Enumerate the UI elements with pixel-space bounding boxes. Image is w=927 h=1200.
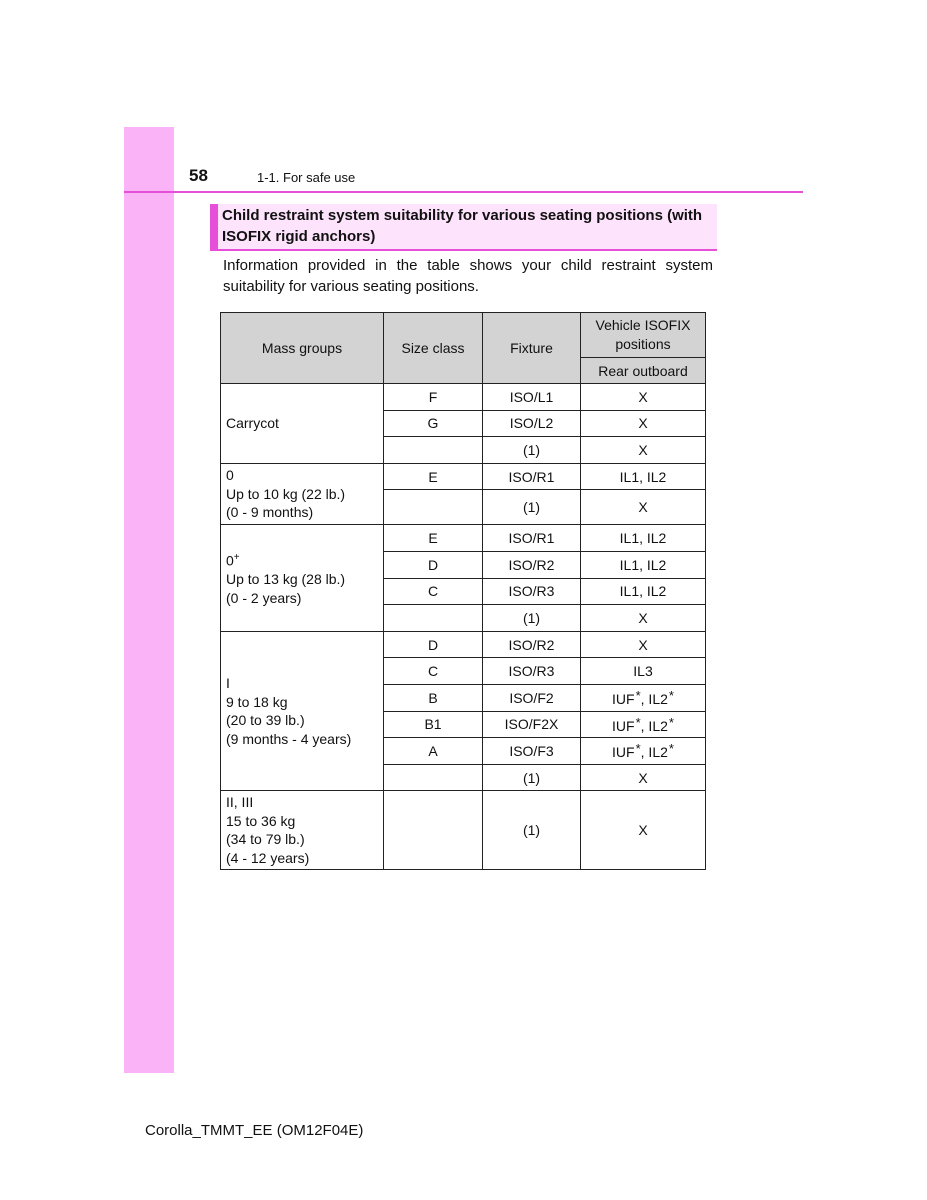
size-class-cell: F <box>384 384 483 411</box>
position-cell: X <box>581 605 706 632</box>
size-class-cell: D <box>384 631 483 658</box>
position-cell: IL1, IL2 <box>581 525 706 552</box>
size-class-cell <box>384 764 483 791</box>
fixture-cell: (1) <box>483 437 581 464</box>
mass-group-line: 9 to 18 kg <box>226 693 288 710</box>
mass-group-line: 15 to 36 kg <box>226 812 296 829</box>
side-color-band <box>124 127 174 1073</box>
header-fixture: Fixture <box>483 313 581 384</box>
position-cell: IL3 <box>581 658 706 685</box>
page-number: 58 <box>189 166 208 185</box>
header-size-class: Size class <box>384 313 483 384</box>
position-cell: IUF*, IL2* <box>581 711 706 738</box>
mass-group-line: I <box>226 675 230 692</box>
header-rear-outboard: Rear outboard <box>581 358 706 384</box>
size-class-cell: B <box>384 684 483 711</box>
position-cell: X <box>581 384 706 411</box>
footer-doc-id: Corolla_TMMT_EE (OM12F04E) <box>145 1122 364 1139</box>
mass-group-line: Up to 13 kg (28 lb.) <box>226 571 346 588</box>
fixture-cell: ISO/F2X <box>483 711 581 738</box>
table-body <box>221 384 706 870</box>
mass-group-line: 0+ <box>226 551 240 569</box>
size-class-cell: C <box>384 658 483 685</box>
size-class-cell: G <box>384 410 483 437</box>
size-class-cell: E <box>384 463 483 490</box>
size-class-cell <box>384 605 483 632</box>
fixture-cell: ISO/L2 <box>483 410 581 437</box>
table-row <box>221 631 706 658</box>
size-class-cell: D <box>384 551 483 578</box>
size-class-cell <box>384 437 483 464</box>
mass-group-line: Up to 10 kg (22 lb.) <box>226 485 346 502</box>
header-mass-groups: Mass groups <box>221 313 384 384</box>
position-cell: IL1, IL2 <box>581 463 706 490</box>
position-cell: X <box>581 437 706 464</box>
position-cell: X <box>581 490 706 525</box>
position-cell: IL1, IL2 <box>581 551 706 578</box>
table-row <box>221 791 706 870</box>
mass-group-line: Carrycot <box>226 415 279 432</box>
mass-group-line: (0 - 2 years) <box>226 589 302 606</box>
size-class-cell: C <box>384 578 483 605</box>
position-cell: X <box>581 410 706 437</box>
position-cell: IUF*, IL2* <box>581 684 706 711</box>
mass-group-line: (20 to 39 lb.) <box>226 712 305 729</box>
fixture-cell: (1) <box>483 764 581 791</box>
header-rule <box>124 191 803 193</box>
section-heading <box>210 204 717 251</box>
table-row <box>221 384 706 411</box>
suitability-table <box>220 312 706 870</box>
fixture-cell: ISO/R1 <box>483 525 581 552</box>
fixture-cell: ISO/L1 <box>483 384 581 411</box>
position-cell: IUF*, IL2* <box>581 738 706 765</box>
section-breadcrumb: 1-1. For safe use <box>257 170 356 185</box>
mass-group-line: (0 - 9 months) <box>226 504 314 521</box>
size-class-cell <box>384 490 483 525</box>
position-cell: X <box>581 631 706 658</box>
fixture-cell: ISO/R3 <box>483 658 581 685</box>
mass-group-line: II, III <box>226 794 254 811</box>
size-class-cell: A <box>384 738 483 765</box>
fixture-cell: ISO/R3 <box>483 578 581 605</box>
position-cell: X <box>581 764 706 791</box>
position-cell: IL1, IL2 <box>581 578 706 605</box>
mass-group-cell <box>221 525 384 631</box>
size-class-cell <box>384 791 483 870</box>
mass-group-line: (4 - 12 years) <box>226 849 310 866</box>
fixture-cell: ISO/F2 <box>483 684 581 711</box>
fixture-cell: (1) <box>483 490 581 525</box>
fixture-cell: (1) <box>483 605 581 632</box>
header-vehicle-positions: Vehicle ISOFIX positions <box>581 313 706 358</box>
size-class-cell: E <box>384 525 483 552</box>
mass-group-line: 0 <box>226 467 234 484</box>
fixture-cell: ISO/F3 <box>483 738 581 765</box>
mass-group-cell <box>221 384 384 464</box>
position-cell: X <box>581 791 706 870</box>
table-row <box>221 463 706 490</box>
mass-group-cell <box>221 631 384 791</box>
size-class-cell: B1 <box>384 711 483 738</box>
fixture-cell: ISO/R2 <box>483 631 581 658</box>
mass-group-line: (34 to 79 lb.) <box>226 831 305 848</box>
fixture-cell: (1) <box>483 791 581 870</box>
heading-text: Child restraint system suitability for various seating positions (with ISOFIX rigid anchors) <box>222 207 703 245</box>
mass-group-cell <box>221 791 384 870</box>
mass-group-line: (9 months - 4 years) <box>226 730 352 747</box>
fixture-cell: ISO/R1 <box>483 463 581 490</box>
mass-group-cell <box>221 463 384 525</box>
table-row <box>221 525 706 552</box>
fixture-cell: ISO/R2 <box>483 551 581 578</box>
intro-paragraph: Information provided in the table shows your child restraint system suitability for various seating positions. <box>223 257 713 295</box>
heading-accent-bar <box>210 204 218 251</box>
